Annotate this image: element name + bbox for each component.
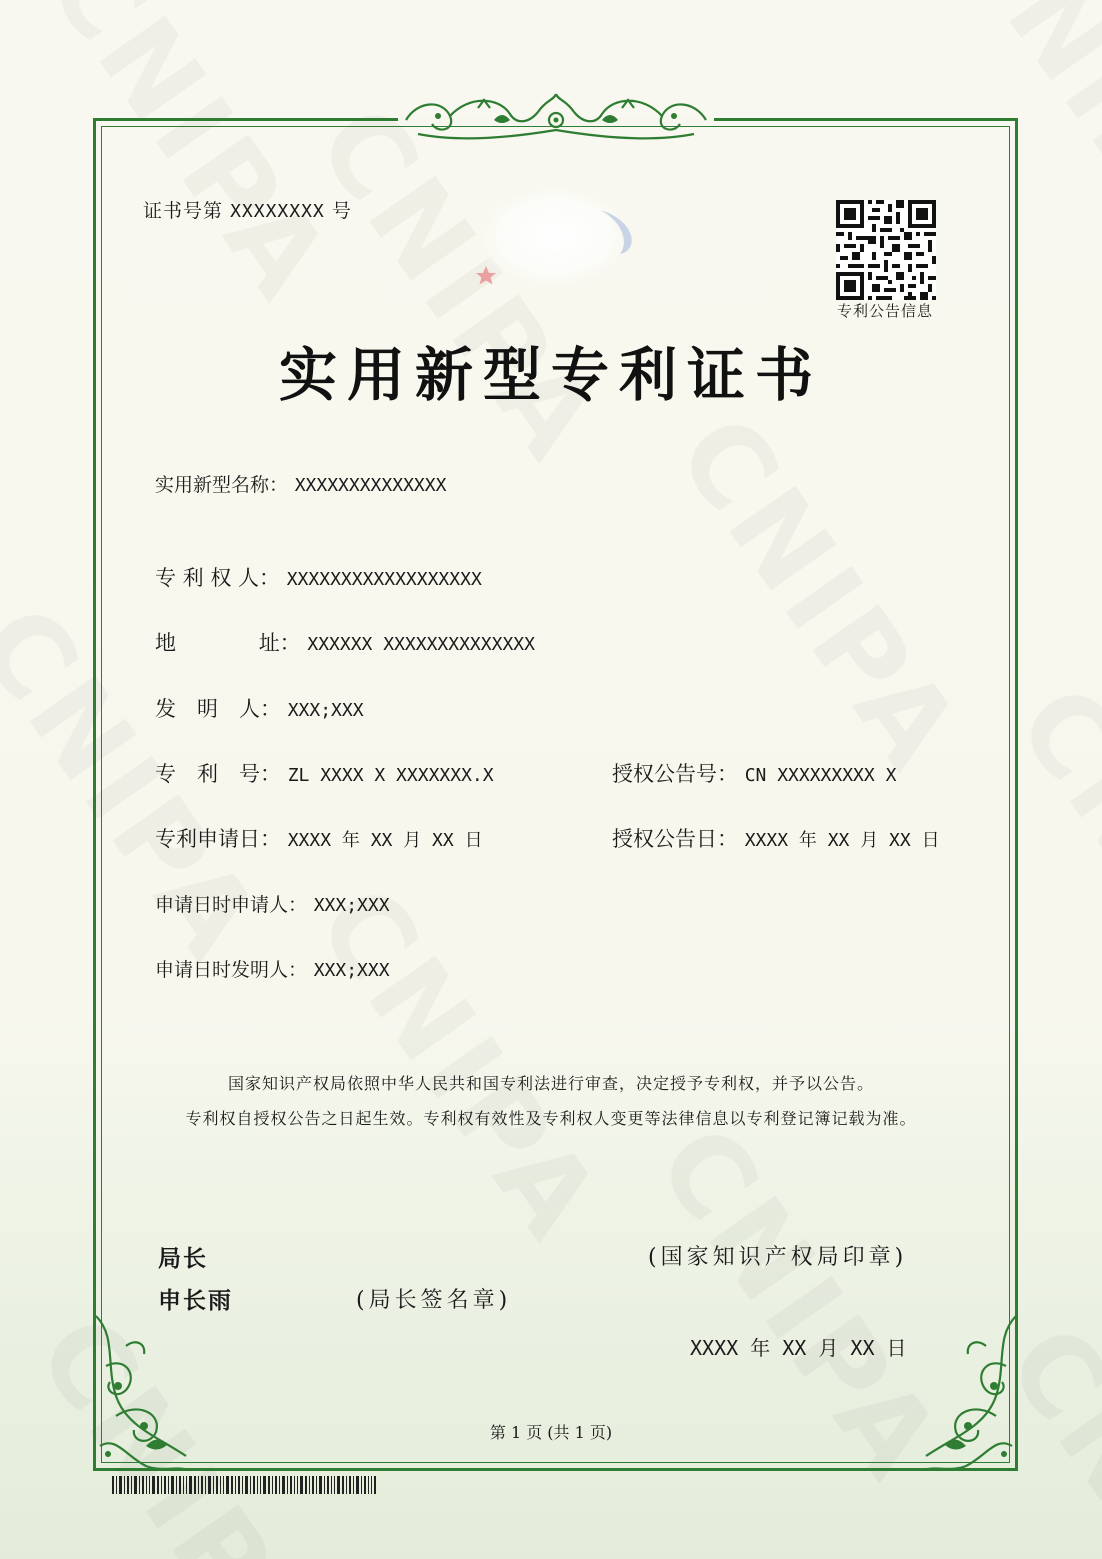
patentee-label: 专 利 权 人：	[155, 566, 281, 590]
utility-model-name-row	[155, 470, 446, 497]
certificate-number-value: XXXXXXXX	[230, 201, 325, 222]
notice-line-1: 国家知识产权局依照中华人民共和国专利法进行审查，决定授予专利权，并予以公告。	[227, 1074, 874, 1093]
application-date-row	[155, 823, 483, 853]
applicant-at-filing-label: 申请日时申请人：	[155, 894, 308, 916]
corner-ornament-left-icon	[86, 1306, 196, 1478]
corner-ornament-right-icon	[916, 1306, 1026, 1478]
grant-publication-number-label: 授权公告号：	[612, 762, 738, 786]
address-label-right: 址：	[258, 631, 301, 655]
patentee-row	[155, 562, 482, 592]
patent-number-label: 专 利 号：	[155, 762, 281, 786]
certificate-number	[143, 196, 352, 223]
inventor-value: XXX;XXX	[287, 700, 364, 721]
grant-publication-date-row	[612, 823, 940, 853]
address-value: XXXXXX XXXXXXXXXXXXXX	[307, 634, 535, 655]
qr-code-icon	[836, 200, 936, 300]
national-emblem-icon	[470, 190, 640, 300]
grant-publication-date-value: XXXX 年 XX 月 XX 日	[744, 830, 940, 851]
grant-publication-number-value: CN XXXXXXXXX X	[744, 765, 897, 786]
signature-seal-note: (局长签名章)	[356, 1288, 512, 1313]
issue-date: XXXX 年 XX 月 XX 日	[690, 1336, 907, 1360]
patentee-value: XXXXXXXXXXXXXXXXXX	[286, 569, 482, 590]
applicant-at-filing-row	[155, 890, 390, 917]
grant-publication-date-label: 授权公告日：	[612, 827, 738, 851]
certificate-number-label: 证书号第	[143, 200, 224, 222]
grant-publication-number-row	[612, 758, 896, 788]
inventor-row	[155, 693, 364, 723]
commissioner-title: 局长	[158, 1246, 208, 1272]
application-date-label: 专利申请日：	[155, 827, 281, 851]
page-number: 第 1 页 (共 1 页)	[489, 1423, 613, 1442]
commissioner-name: 申长雨	[158, 1288, 233, 1314]
office-seal-note: (国家知识产权局印章)	[648, 1245, 908, 1270]
patent-number-value: ZL XXXX X XXXXXXX.X	[287, 765, 494, 786]
address-label-left: 地	[155, 631, 176, 655]
qr-code-label: 专利公告信息	[836, 302, 933, 320]
inventor-label: 发 明 人：	[155, 697, 281, 721]
utility-model-name-value: XXXXXXXXXXXXXX	[294, 475, 447, 496]
notice-line-2: 专利权自授权公告之日起生效。专利权有效性及专利权人变更等法律信息以专利登记簿记载为准。	[185, 1109, 917, 1128]
top-ornament-icon	[398, 90, 714, 146]
patent-number-row	[155, 758, 494, 788]
application-date-value: XXXX 年 XX 月 XX 日	[287, 830, 483, 851]
inventor-at-filing-row	[155, 955, 390, 982]
utility-model-name-label: 实用新型名称：	[155, 474, 289, 496]
inventor-at-filing-value: XXX;XXX	[313, 960, 390, 981]
certificate-number-suffix: 号	[331, 200, 352, 222]
applicant-at-filing-value: XXX;XXX	[313, 895, 390, 916]
address-row	[155, 627, 535, 657]
certificate-title: 实用新型专利证书	[278, 341, 823, 409]
barcode-icon	[112, 1476, 376, 1494]
inventor-at-filing-label: 申请日时发明人：	[155, 959, 308, 981]
